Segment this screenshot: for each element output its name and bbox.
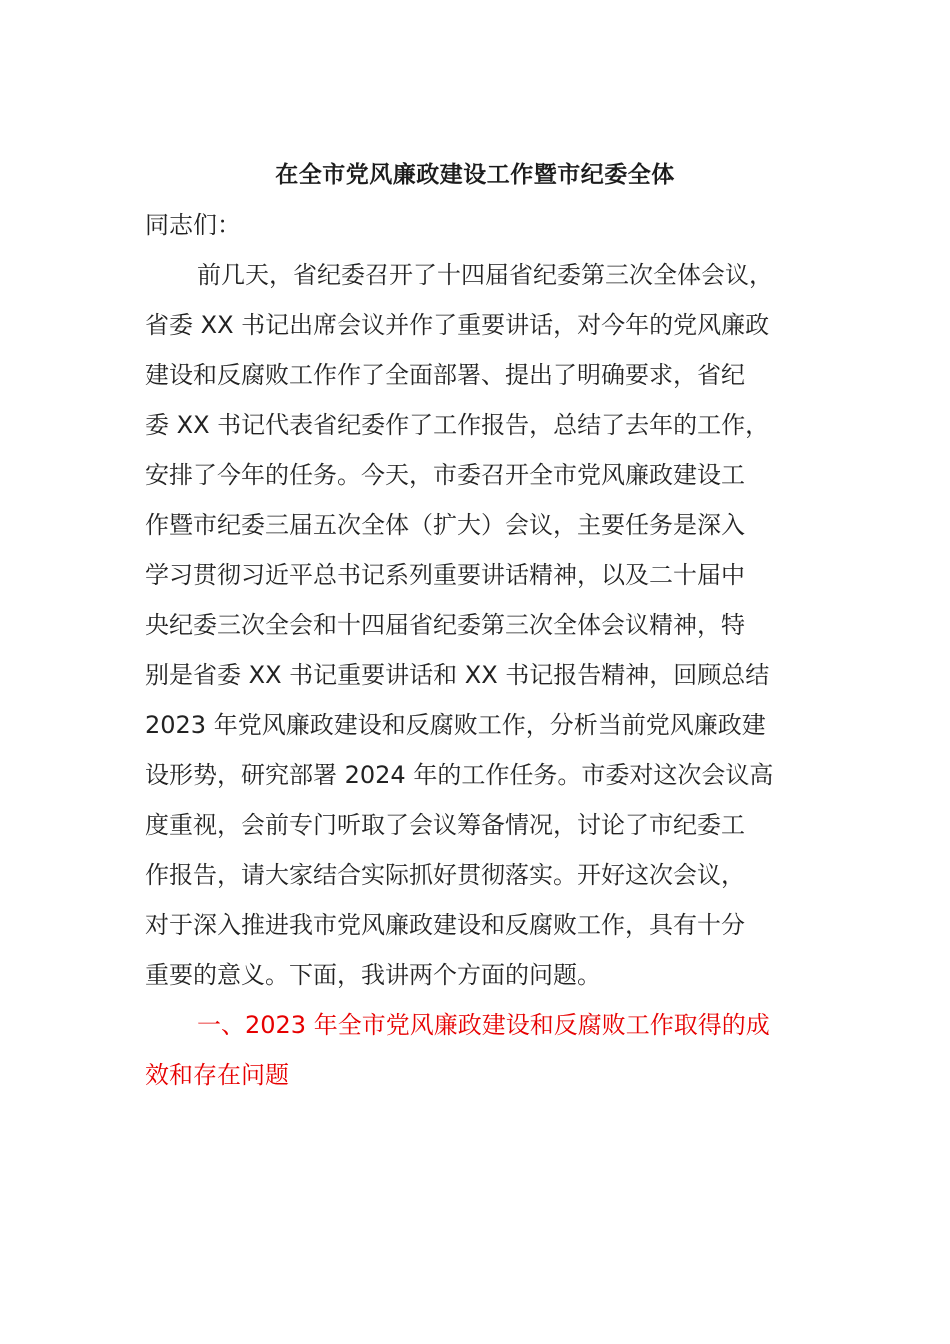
paragraph-line: 建设和反腐败工作作了全面部署、提出了明确要求，省纪 xyxy=(145,361,745,389)
paragraph-line: 对于深入推进我市党风廉政建设和反腐败工作，具有十分 xyxy=(145,911,745,939)
paragraph-line: 2023 年党风廉政建设和反腐败工作，分析当前党风廉政建 xyxy=(145,711,766,739)
section-heading-line: 效和存在问题 xyxy=(145,1061,289,1089)
paragraph-line: 委 XX 书记代表省纪委作了工作报告，总结了去年的工作， xyxy=(145,411,770,439)
paragraph-line: 安排了今年的任务。今天，市委召开全市党风廉政建设工 xyxy=(145,461,745,489)
section-heading-line: 一、2023 年全市党风廉政建设和反腐败工作取得的成 xyxy=(197,1011,770,1039)
paragraph-line: 重要的意义。下面，我讲两个方面的问题。 xyxy=(145,961,601,989)
document-body xyxy=(145,200,809,1100)
paragraph-line: 别是省委 XX 书记重要讲话和 XX 书记报告精神，回顾总结 xyxy=(145,661,770,689)
section-heading-1 xyxy=(145,1000,809,1100)
paragraph-line: 度重视，会前专门听取了会议筹备情况，讨论了市纪委工 xyxy=(145,811,745,839)
document-title: 在全市党风廉政建设工作暨市纪委全体 xyxy=(275,162,675,188)
paragraph-line: 省委 XX 书记出席会议并作了重要讲话，对今年的党风廉政 xyxy=(145,311,770,339)
paragraph-line: 前几天，省纪委召开了十四届省纪委第三次全体会议， xyxy=(197,261,773,289)
paragraph-line: 设形势，研究部署 2024 年的工作任务。市委对这次会议高 xyxy=(145,761,774,789)
paragraph-line: 学习贯彻习近平总书记系列重要讲话精神，以及二十届中 xyxy=(145,561,745,589)
paragraph-line: 央纪委三次全会和十四届省纪委第三次全体会议精神，特 xyxy=(145,611,745,639)
paragraph-line: 作暨市纪委三届五次全体（扩大）会议，主要任务是深入 xyxy=(145,511,745,539)
salutation: 同志们： xyxy=(145,211,241,239)
paragraph-1 xyxy=(145,250,809,1000)
paragraph-line: 作报告，请大家结合实际抓好贯彻落实。开好这次会议， xyxy=(145,861,745,889)
